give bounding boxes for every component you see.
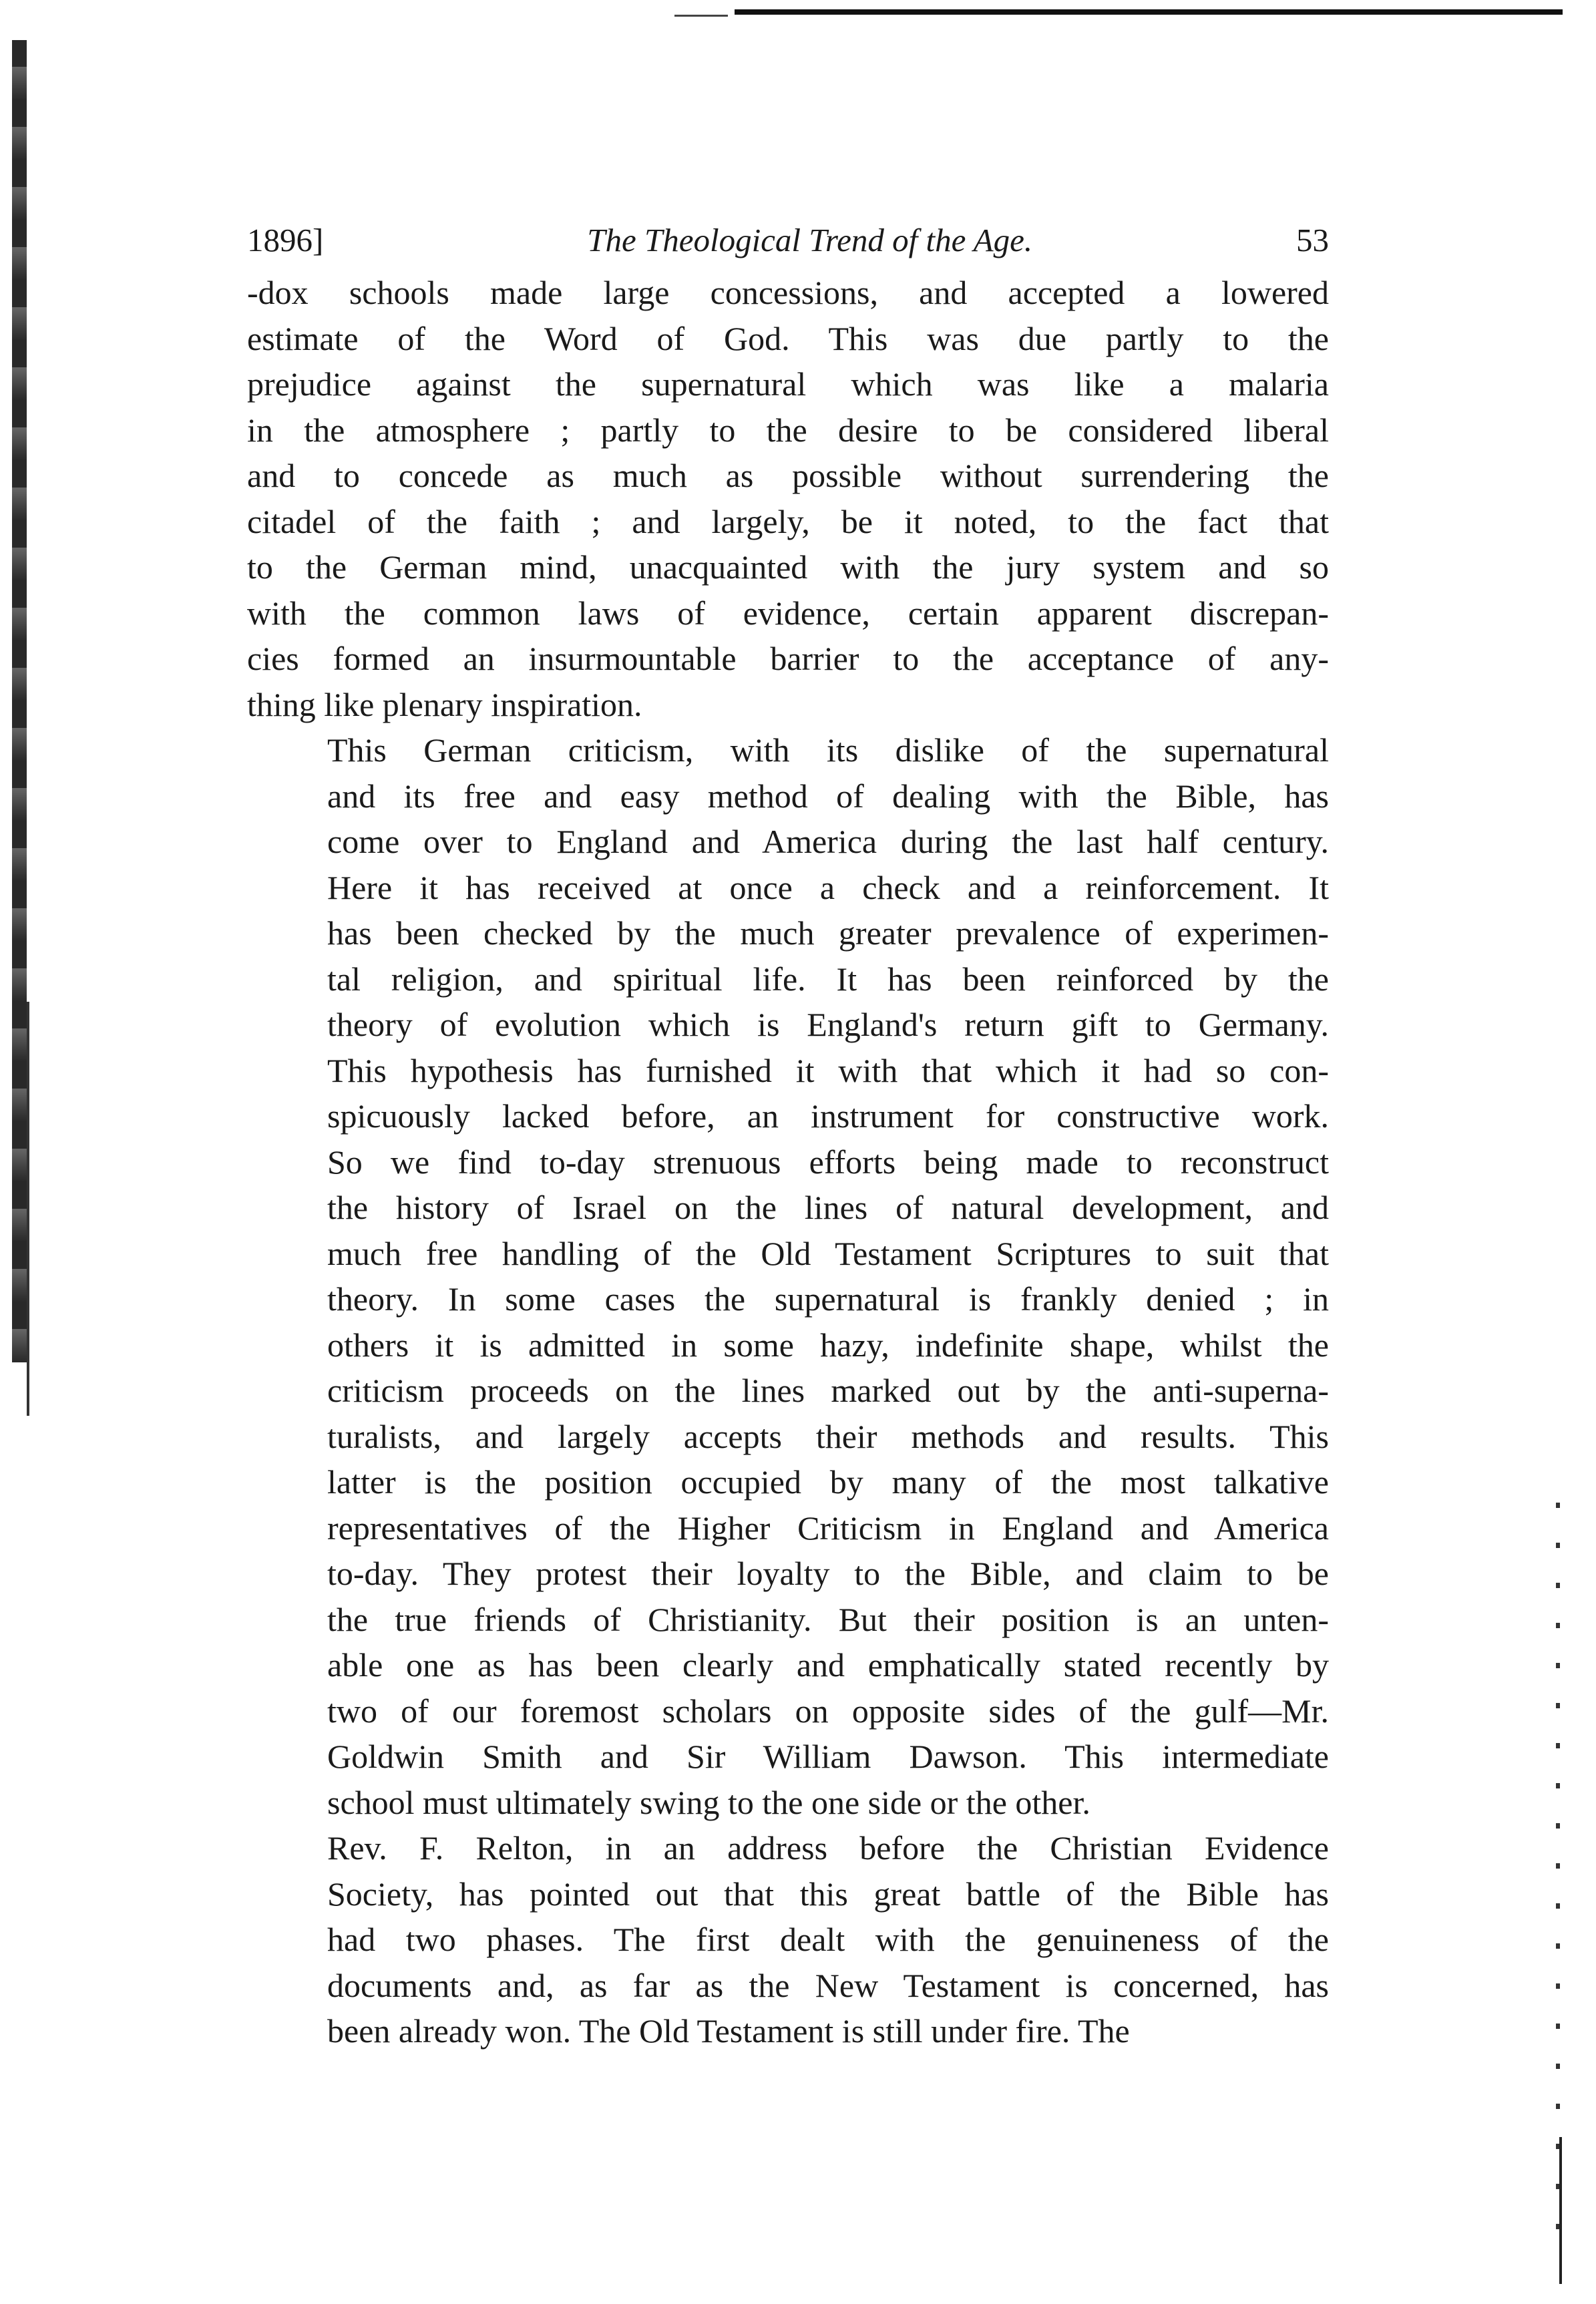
- text-line: -dox schools made large concessions, and accepted a lowered: [247, 274, 1329, 311]
- text-line: So we find to-day strenuous efforts being made to reconstruct: [327, 1143, 1329, 1181]
- scan-edge-line: [674, 15, 728, 17]
- running-head-year: 1896]: [247, 222, 324, 258]
- text-line: the true friends of Christianity. But their position is an unten-: [327, 1600, 1329, 1638]
- text-line: had two phases. The first dealt with the genuineness of the: [327, 1921, 1329, 1958]
- text-line: latter is the position occupied by many of the most talkative: [327, 1463, 1329, 1501]
- text-line: thing like plenary inspiration.: [247, 685, 642, 723]
- text-line: representatives of the Higher Criticism in England and America: [327, 1509, 1329, 1547]
- scan-right-edge-marks: [1556, 1503, 1560, 2237]
- scan-top-border: [735, 9, 1563, 15]
- paragraph: [247, 1825, 1329, 2054]
- text-line: Here it has received at once a check and a reinforcement. It: [327, 868, 1329, 906]
- text-line: prejudice against the supernatural which was like a malaria: [247, 365, 1329, 403]
- text-line: documents and, as far as the New Testament is concerned, has: [327, 1966, 1329, 2004]
- book-spine-edge: [27, 1002, 29, 1416]
- text-line: come over to England and America during the last half century.: [327, 823, 1329, 860]
- text-line: theory of evolution which is England's return gift to Germany.: [327, 1006, 1329, 1043]
- text-line: estimate of the Word of God. This was due partly to the: [247, 319, 1329, 357]
- text-line: and to concede as much as possible without surrendering the: [247, 457, 1329, 494]
- text-line: and its free and easy method of dealing with the Bible, has: [327, 777, 1329, 815]
- running-head-title: The Theological Trend of the Age.: [587, 222, 1033, 258]
- text-line: citadel of the faith ; and largely, be it noted, to the fact that: [247, 502, 1329, 540]
- text-line: Goldwin Smith and Sir William Dawson. This intermediate: [327, 1738, 1329, 1775]
- text-line: cies formed an insurmountable barrier to the acceptance of any-: [247, 640, 1329, 677]
- text-line: criticism proceeds on the lines marked out by the anti-superna-: [327, 1372, 1329, 1409]
- text-line: to-day. They protest their loyalty to the Bible, and claim to be: [327, 1555, 1329, 1592]
- text-line: spicuously lacked before, an instrument for constructive work.: [327, 1097, 1329, 1135]
- text-line: been already won. The Old Testament is still under fire. The: [327, 2012, 1130, 2050]
- text-line: Rev. F. Relton, in an address before the Christian Evidence: [327, 1829, 1329, 1867]
- text-line: the history of Israel on the lines of natural development, and: [327, 1189, 1329, 1226]
- scan-right-edge-line: [1559, 2137, 1562, 2284]
- text-line: turalists, and largely accepts their methods and results. This: [327, 1417, 1329, 1455]
- text-line: two of our foremost scholars on opposite sides of the gulf—Mr.: [327, 1692, 1329, 1730]
- book-spine-shadow: [12, 40, 27, 1362]
- text-line: to the German mind, unacquainted with the jury system and so: [247, 548, 1329, 586]
- text-line: tal religion, and spiritual life. It has been reinforced by the: [327, 960, 1329, 998]
- paragraph: [247, 270, 1329, 727]
- text-line: This hypothesis has furnished it with that which it had so con-: [327, 1051, 1329, 1089]
- text-line: school must ultimately swing to the one side or the other.: [327, 1783, 1090, 1821]
- page-number: 53: [1296, 222, 1329, 258]
- text-line: has been checked by the much greater prevalence of experimen-: [327, 914, 1329, 952]
- paragraph: [247, 727, 1329, 1825]
- text-line: with the common laws of evidence, certain apparent discrepan-: [247, 594, 1329, 632]
- text-line: theory. In some cases the supernatural is frankly denied ; in: [327, 1280, 1329, 1318]
- book-page: [247, 220, 1329, 2054]
- text-line: able one as has been clearly and emphatically stated recently by: [327, 1646, 1329, 1684]
- text-line: in the atmosphere ; partly to the desire to be considered liberal: [247, 411, 1329, 449]
- text-line: Society, has pointed out that this great battle of the Bible has: [327, 1875, 1329, 1913]
- running-head: [247, 220, 1329, 260]
- text-line: others it is admitted in some hazy, indefinite shape, whilst the: [327, 1326, 1329, 1364]
- text-line: This German criticism, with its dislike of the supernatural: [327, 731, 1329, 769]
- body-text: [247, 270, 1329, 2054]
- text-line: much free handling of the Old Testament Scriptures to suit that: [327, 1234, 1329, 1272]
